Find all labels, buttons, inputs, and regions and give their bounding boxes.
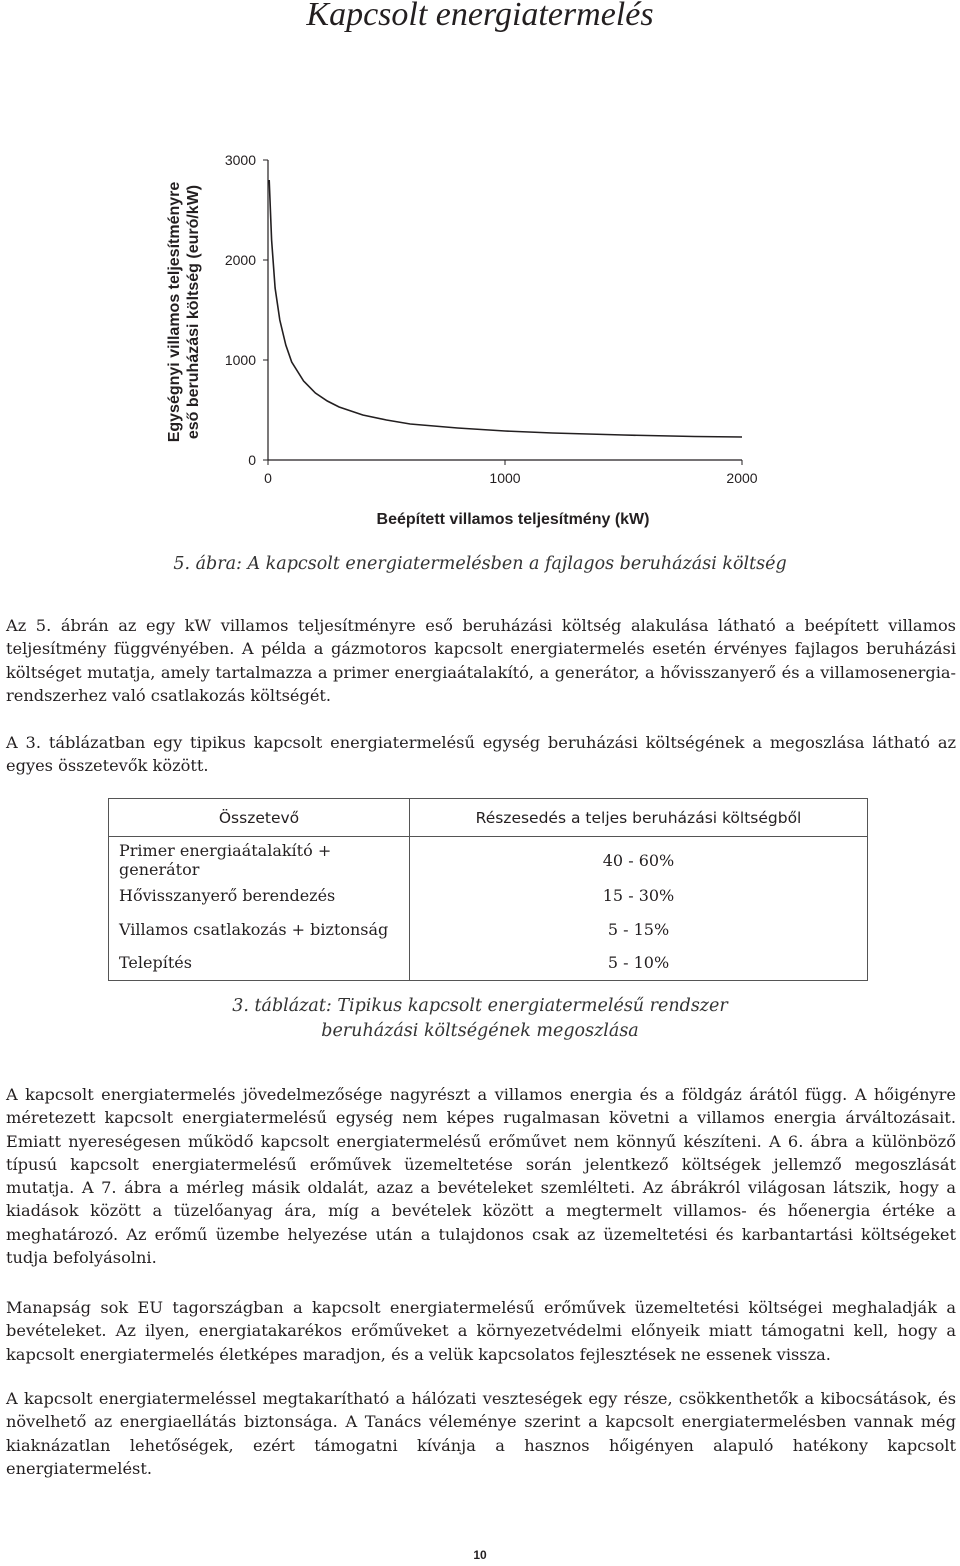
table-cell-share: 5 - 10% bbox=[607, 953, 670, 973]
figure-caption: 5. ábra: A kapcsolt energiatermelésben a fajlagos beruházási költség bbox=[173, 554, 787, 574]
paragraph-3: A kapcsolt energiatermelés jövedelmezősége nagyrészt a villamos energia és a földgáz árától függ. A hőigényre méretezett kapcsolt energiatermelésű egység nem képes rugalmasan követni a villamos energia árváltozásait. Emiatt nyereségesen működő kapcsolt energiatermelésű erőművet nem könnyű készíteni. A 6. ábra a különböző típusú kapcsolt energiatermelésű erőművek üzemeltetése során jelentkező költségek jellemző megoszlását mutatja. A 7. ábra a mérleg másik oldalát, azaz a bevételeket szemlélteti. Az ábrákról világosan látszik, hogy a kiadások között a tüzelőanyag ára, míg a bevételek között a megtermelt villamos- és hőenergia értéke a meghatározó. Az erőmű üzembe helyezése után a tulajdonos csak az üzemeltetési és karbantartási költségeket tudja befolyásolni. bbox=[6, 1085, 956, 1268]
table-row bbox=[109, 837, 868, 880]
paragraph-4: Manapság sok EU tagországban a kapcsolt energiatermelésű erőművek üzemeltetési költségei meghaladják a bevételeket. Az ilyen, energiatakarékos erőműveket a környezetvédelmi előnyeik miatt támogatni kell, hogy a kapcsolt energiatermelés életképes maradjon, és a velük kapcsolatos fejlesztések ne essenek vissza. bbox=[6, 1298, 956, 1364]
table-row bbox=[109, 946, 868, 980]
table-cell-component: Hővisszanyerő berendezés bbox=[109, 879, 410, 913]
x-tick-label: 0 bbox=[264, 470, 272, 486]
table-cell-share: 5 - 15% bbox=[607, 919, 670, 939]
series-line-cost bbox=[269, 180, 742, 437]
table-cell-component: Villamos csatlakozás + biztonság bbox=[109, 913, 410, 947]
paragraph-1: Az 5. ábrán az egy kW villamos teljesítményre eső beruházási költség alakulása látható a beépített villamos teljesítmény függvényében. A példa a gázmotoros kapcsolt energiatermelés esetén érvényes fajlagos beruházási költséget mutatja, amely tartalmazza a primer energiaátalakító, a generátor, a hővisszanyerő és a villamosenergia-rendszerhez való csatlakozás költségét. bbox=[6, 616, 956, 705]
x-tick-label: 2000 bbox=[726, 470, 758, 486]
table-header-share: Részesedés a teljes beruházási költségből bbox=[410, 799, 868, 837]
table-header-component: Összetevő bbox=[109, 799, 410, 837]
x-tick-label: 1000 bbox=[489, 470, 521, 486]
cost-table bbox=[108, 798, 868, 981]
paragraph-2: A 3. táblázatban egy tipikus kapcsolt energiatermelésű egység beruházási költségének a megoszlása látható az egyes összetevők között. bbox=[6, 733, 956, 776]
y-tick-label: 1000 bbox=[224, 352, 256, 368]
table-cell-component: Primer energiaátalakító + generátor bbox=[109, 837, 410, 880]
y-axis-label-line-2: eső beruházási költség (euró/kW) bbox=[185, 184, 202, 440]
page-number: 10 bbox=[473, 1548, 487, 1562]
y-tick-label: 0 bbox=[248, 452, 256, 468]
y-axis-label-line-1: Egységnyi villamos teljesítményre bbox=[166, 181, 183, 443]
table-row bbox=[109, 879, 868, 913]
table-caption-line-1: 3. táblázat: Tipikus kapcsolt energiatermelésű rendszer bbox=[232, 996, 728, 1016]
table-cell-component: Telepítés bbox=[109, 946, 410, 980]
table-header-row bbox=[109, 799, 868, 837]
y-tick-label: 3000 bbox=[224, 152, 256, 168]
table-cell-share: 40 - 60% bbox=[602, 850, 675, 870]
page-title: Kapcsolt energiatermelés bbox=[306, 0, 654, 33]
paragraph-5: A kapcsolt energiatermeléssel megtakarítható a hálózati veszteségek egy része, csökkenthetők a kibocsátások, és növelhető az energiaellátás biztonsága. A Tanács véleménye szerint a kapcsolt energiatermelésben vannak még kiaknázatlan lehetőségek, ezért támogatni kívánja a hasznos hőigényen alapuló hatékony kapcsolt energiatermelést. bbox=[6, 1389, 956, 1478]
table-caption-line-2: beruházási költségének megoszlása bbox=[321, 1021, 639, 1041]
table-cell-share: 15 - 30% bbox=[602, 886, 675, 906]
x-axis-label: Beépített villamos teljesítmény (kW) bbox=[376, 511, 650, 528]
table-row bbox=[109, 913, 868, 947]
cost-chart bbox=[150, 140, 790, 540]
y-tick-label: 2000 bbox=[224, 252, 256, 268]
